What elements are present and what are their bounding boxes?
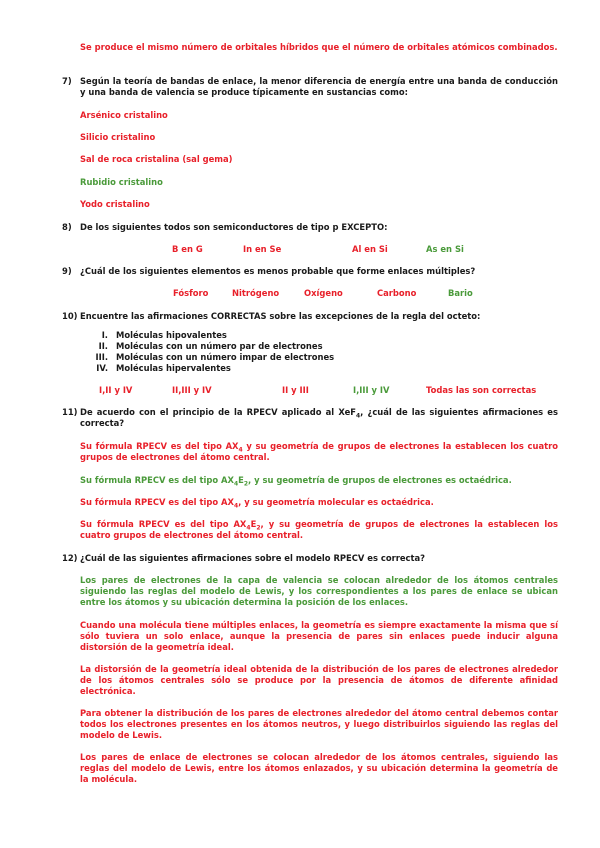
q7-option-d-correct[interactable]: Rubidio cristalino: [80, 177, 163, 187]
q11-option-text: , y su geometría de grupos de electrones la establecen los cuatro grupos de electrones del átomo central.: [80, 519, 558, 540]
q11-question: [80, 407, 558, 429]
q9-number: 9): [62, 266, 72, 276]
q11-option-subscript: 4: [246, 524, 251, 532]
q10-item-text: Moléculas con un número impar de electrones: [116, 352, 335, 362]
top-answer-text: Se produce el mismo número de orbitales híbridos que el número de orbitales atómicos combinados.: [80, 42, 558, 52]
q8-number: 8): [62, 222, 72, 232]
q11-option-text: , y su geometría de grupos de electrones es octaédrica.: [248, 475, 512, 485]
q11-option-d[interactable]: [80, 519, 558, 541]
q9-option-b[interactable]: Nitrógeno: [232, 288, 280, 298]
q8-option-a[interactable]: B en G: [172, 244, 203, 254]
q11-option-a[interactable]: [80, 441, 558, 463]
q12-option-d[interactable]: Para obtener la distribución de los pares de electrones alrededor del átomo central debemos contar todos los electrones presentes en los átomos neutros, y luego distribuirlos siguiendo las reglas del modelo de Lewis.: [80, 708, 558, 740]
q8-question: De los siguientes todos son semiconductores de tipo p EXCEPTO:: [80, 222, 388, 232]
q7-question: Según la teoría de bandas de enlace, la menor diferencia de energía entre una banda de conducción y una banda de valencia se produce típicamente en sustancias como:: [80, 76, 558, 97]
q11-question-part: De acuerdo con el principio de la RPECV aplicado al XeF: [80, 407, 356, 417]
q10-option-c[interactable]: II y III: [282, 385, 309, 395]
q12-question: ¿Cuál de las siguientes afirmaciones sobre el modelo RPECV es correcta?: [80, 553, 426, 563]
q10-item-roman: IV.: [96, 363, 108, 373]
q12-option-e[interactable]: Los pares de enlace de electrones se colocan alrededor de los átomos centrales, siguiendo las reglas del modelo de Lewis, entre los átomos enlazados, y su ubicación determina la geometría de la molécula.: [80, 752, 558, 784]
q11-option-subscript: 2: [256, 524, 261, 532]
q10-option-d-correct[interactable]: I,III y IV: [353, 385, 390, 395]
q8-option-c[interactable]: Al en Si: [352, 244, 388, 254]
q11-option-text: Su fórmula RPECV es del tipo AX: [80, 519, 247, 529]
q9-option-e-correct[interactable]: Bario: [448, 288, 473, 298]
q11-option-text: y su geometría de grupos de electrones la establecen los cuatro grupos de electrones del átomo central.: [80, 441, 558, 462]
q11-question-part: , ¿cuál de las siguientes afirmaciones es correcta?: [80, 407, 558, 428]
q10-option-a[interactable]: I,II y IV: [99, 385, 133, 395]
q11-question-subscript: 4: [355, 412, 361, 420]
q7-option-c[interactable]: Sal de roca cristalina (sal gema): [80, 154, 233, 164]
q10-option-e[interactable]: Todas las son correctas: [426, 385, 537, 395]
q11-option-c[interactable]: [80, 497, 558, 508]
q9-question: ¿Cuál de los siguientes elementos es menos probable que forme enlaces múltiples?: [80, 266, 476, 276]
q11-option-subscript: 4: [233, 480, 239, 488]
q8-option-d-correct[interactable]: As en Si: [426, 244, 464, 254]
q11-option-text: , y su geometría molecular es octaédrica.: [238, 497, 434, 507]
q10-item-roman: I.: [101, 330, 108, 340]
q11-option-subscript: 2: [243, 480, 249, 488]
q10-item-text: Moléculas hipovalentes: [116, 330, 227, 340]
q11-option-b-correct[interactable]: [80, 475, 558, 486]
q8-option-b[interactable]: In en Se: [243, 244, 282, 254]
q7-option-a[interactable]: Arsénico cristalino: [80, 110, 168, 120]
q9-option-a[interactable]: Fósforo: [173, 288, 209, 298]
q11-option-text: Su fórmula RPECV es del tipo AX: [80, 475, 234, 485]
q12-number: 12): [62, 553, 78, 563]
q10-question: Encuentre las afirmaciones CORRECTAS sobre las excepciones de la regla del octeto:: [80, 311, 481, 321]
q10-item-text: Moléculas hipervalentes: [116, 363, 231, 373]
q11-option-subscript: 4: [238, 446, 243, 454]
q10-item-roman: III.: [95, 352, 108, 362]
q12-option-b[interactable]: Cuando una molécula tiene múltiples enlaces, la geometría es siempre exactamente la misma que sí sólo tuviera un solo enlace, aunque la presencia de pares sin enlaces puede inducir alguna distorsión de la geometría ideal.: [80, 620, 558, 652]
q9-option-c[interactable]: Oxígeno: [304, 288, 343, 298]
q11-option-text: E: [238, 475, 244, 485]
q7-number: 7): [62, 76, 72, 86]
q11-option-subscript: 4: [233, 502, 239, 510]
q7-option-e[interactable]: Yodo cristalino: [80, 199, 150, 209]
q12-option-c[interactable]: La distorsión de la geometría ideal obtenida de la distribución de los pares de electrones alrededor de los átomos centrales sólo se produce por la presencia de átomos de diferente afinidad electrónica.: [80, 664, 558, 696]
q11-option-text: E: [250, 519, 257, 529]
q10-number: 10): [62, 311, 78, 321]
q11-option-text: Su fórmula RPECV es del tipo AX: [80, 497, 234, 507]
q10-item-text: Moléculas con un número par de electrones: [116, 341, 323, 351]
q7-option-b[interactable]: Silicio cristalino: [80, 132, 156, 142]
q11-option-text: Su fórmula RPECV es del tipo AX: [80, 441, 239, 451]
q10-option-b[interactable]: II,III y IV: [172, 385, 212, 395]
q10-item-roman: II.: [98, 341, 108, 351]
q11-number: 11): [62, 407, 78, 417]
q9-option-d[interactable]: Carbono: [377, 288, 417, 298]
q12-option-a-correct[interactable]: Los pares de electrones de la capa de valencia se colocan alrededor de los átomos centrales siguiendo las reglas del modelo de Lewis, y los correspondientes a los pares de enlace se ubican entre los átomos y su ubicación determina la posición de los enlaces.: [80, 575, 558, 607]
